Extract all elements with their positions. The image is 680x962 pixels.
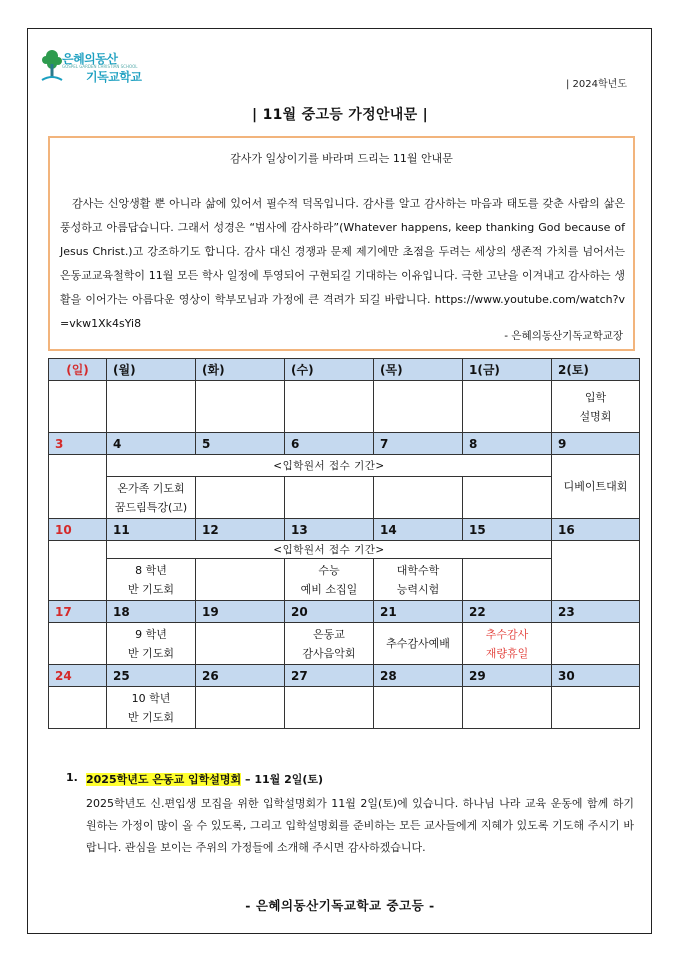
week3-date-row (49, 519, 640, 541)
date-cell: 5 (196, 433, 285, 455)
event-grade9-prayer: 9 학년 반 기도회 (107, 623, 196, 665)
weekday-fri: 1(금) (463, 359, 552, 381)
notice-box (48, 136, 635, 351)
date-cell: 16 (552, 519, 640, 541)
event-thanks-concert: 은동교 감사음악회 (285, 623, 374, 665)
school-year: | 2024학년도 (566, 79, 627, 90)
date-cell: 12 (196, 519, 285, 541)
weekday-mon: (월) (107, 359, 196, 381)
section-heading-highlight: 2025학년도 은동교 입학설명회 (86, 773, 242, 786)
weekday-header-row (49, 359, 640, 381)
weekday-tue: (화) (196, 359, 285, 381)
event-grade10-prayer: 10 학년 반 기도회 (107, 687, 196, 729)
date-cell: 19 (196, 601, 285, 623)
date-cell: 15 (463, 519, 552, 541)
date-cell: 21 (374, 601, 463, 623)
date-cell: 18 (107, 601, 196, 623)
weekday-sat: 2(토) (552, 359, 640, 381)
application-period-bar: <입학원서 접수 기간> (107, 541, 552, 559)
section-heading (86, 771, 323, 787)
date-cell: 29 (463, 665, 552, 687)
notice-signature: - 은혜의동산기독교학교장 (504, 330, 623, 342)
week2-date-row (49, 433, 640, 455)
logo-subtitle: GOSPEL GARDEN CHRISTIAN SCHOOL (62, 64, 138, 69)
november-calendar (48, 358, 640, 729)
week5-events-row (49, 687, 640, 729)
event-debate-contest: 디베이트대회 (552, 455, 640, 519)
date-cell: 11 (107, 519, 196, 541)
date-sun: 24 (49, 665, 107, 687)
week2-events-row (49, 477, 640, 519)
event-csat-orientation: 수능 예비 소집일 (285, 559, 374, 601)
date-cell: 4 (107, 433, 196, 455)
section-heading-date: – 11월 2일(토) (241, 773, 324, 786)
date-cell: 22 (463, 601, 552, 623)
section-body: 2025학년도 신.편입생 모집을 위한 입학설명회가 11월 2일(토)에 있습니다. 하나님 나라 교육 운동에 함께 하기 원하는 가정이 많이 올 수 있도록, 그리고 입학설명회를 준비하는 모든 교사들에게 지혜가 있도록 기도해 주시기 바랍니다. 관심을 보이는 주위의 가정들에 소개해 주시면 감사하겠습니다. (86, 797, 634, 854)
date-cell: 20 (285, 601, 374, 623)
weekday-wed: (수) (285, 359, 374, 381)
weekday-thu: (목) (374, 359, 463, 381)
weekday-sun: (일) (49, 359, 107, 381)
event-admission-briefing: 입학 설명회 (552, 381, 640, 433)
date-cell: 7 (374, 433, 463, 455)
event-family-prayer: 온가족 기도회 꿈드림특강(고) (107, 477, 196, 519)
week3-events-row (49, 559, 640, 601)
date-cell: 13 (285, 519, 374, 541)
event-thanksgiving-holiday: 추수감사 재량휴일 (463, 623, 552, 665)
date-cell: 8 (463, 433, 552, 455)
date-cell: 6 (285, 433, 374, 455)
week5-date-row (49, 665, 640, 687)
date-cell: 28 (374, 665, 463, 687)
logo-text-line2: 기독교학교 (86, 70, 142, 84)
week1-events-row (49, 381, 640, 433)
date-cell: 9 (552, 433, 640, 455)
event-grade8-prayer: 8 학년 반 기도회 (107, 559, 196, 601)
page-title: | 11월 중고등 가정안내문 | (251, 107, 429, 123)
notice-body: 감사는 신앙생활 뿐 아니라 삶에 있어서 필수적 덕목입니다. 감사를 알고 감사하는 마음과 태도를 갖춘 사람의 삶은 풍성하고 아름답습니다. 그래서 성경은 “범사에 감사하라”(Whatever happens, keep thanking God because of Jesus Christ.)고 강조하기도 합니다. 감사 대신 경쟁과 문제 제기에만 초점을 두려는 세상의 생존적 가치를 넘어서는 은동교교육철학이 11월 모든 학사 일정에 투영되어 구현되길 기대하는 이유입니다. 극한 고난을 이겨내고 감사하는 생활을 이어가는 아름다운 영상이 학부모님과 가정에 큰 격려가 되길 바랍니다. https://www.youtube.com/watch?v=vkw1Xk4sYi8 (60, 197, 625, 330)
week3-period-row (49, 541, 640, 559)
event-csat: 대학수학 능력시험 (374, 559, 463, 601)
date-sun: 17 (49, 601, 107, 623)
footer-signature: - 은혜의동산기독교학교 중고등 - (245, 898, 435, 913)
date-cell: 26 (196, 665, 285, 687)
application-period-bar: <입학원서 접수 기간> (107, 455, 552, 477)
date-cell: 30 (552, 665, 640, 687)
section-number: 1. (66, 771, 78, 784)
date-cell: 27 (285, 665, 374, 687)
date-sun: 3 (49, 433, 107, 455)
week2-period-row (49, 455, 640, 477)
week4-events-row (49, 623, 640, 665)
date-sun: 10 (49, 519, 107, 541)
date-cell: 14 (374, 519, 463, 541)
date-cell: 23 (552, 601, 640, 623)
logo-text-line1: 은혜의동산 (62, 52, 118, 66)
notice-heading: 감사가 일상이기를 바라며 드리는 11월 안내문 (230, 152, 453, 165)
event-thanksgiving-service: 추수감사예배 (374, 623, 463, 665)
date-cell: 25 (107, 665, 196, 687)
week4-date-row (49, 601, 640, 623)
